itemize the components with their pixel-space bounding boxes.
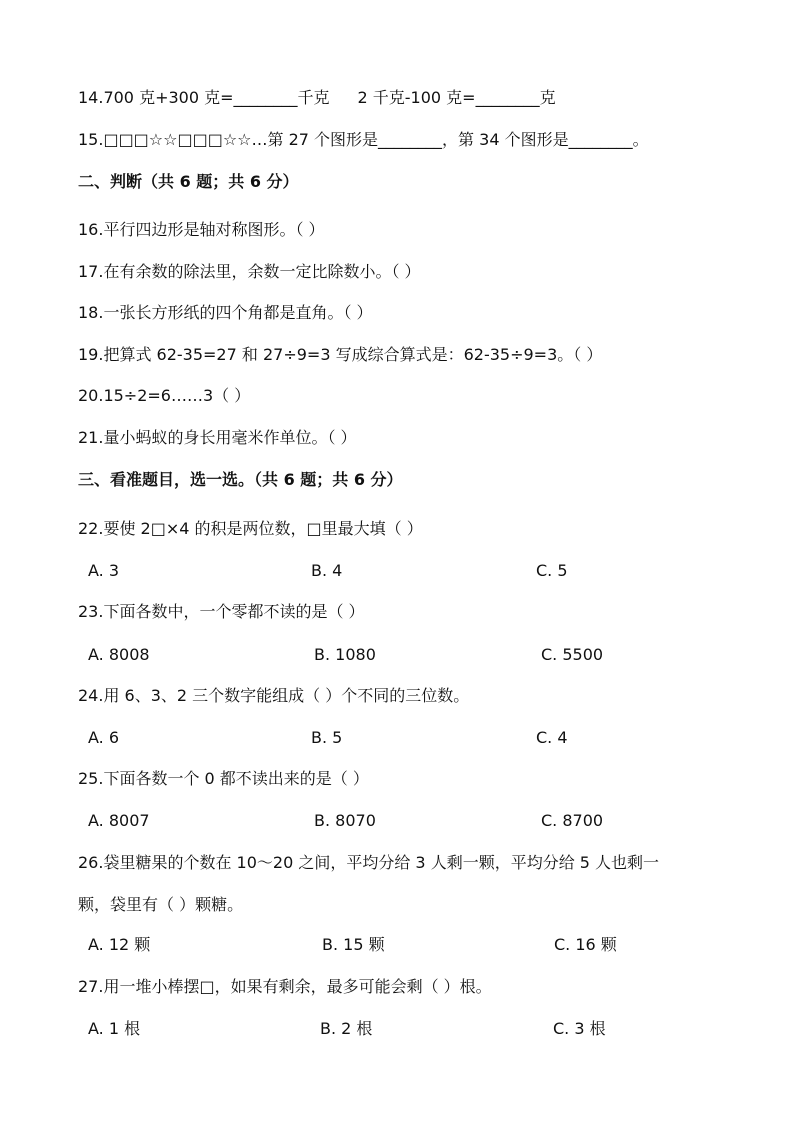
question-25-option-b[interactable]: B. 8070	[314, 811, 376, 830]
question-18: 18.一张长方形纸的四个角都是直角。（ ）	[78, 303, 373, 322]
question-17: 17.在有余数的除法里，余数一定比除数小。（ ）	[78, 262, 421, 281]
question-23-option-a[interactable]: A. 8008	[88, 645, 150, 664]
question-22-option-b[interactable]: B. 4	[311, 561, 343, 580]
question-14-part-b: 2 千克-100 克=________克	[357, 88, 556, 107]
question-15: 15.□□□☆☆□□□☆☆…第 27 个图形是________，第 34 个图形是________。	[78, 130, 649, 149]
question-23-option-c[interactable]: C. 5500	[541, 645, 604, 664]
question-24: 24.用 6、3、2 三个数字能组成（ ）个不同的三位数。	[78, 686, 470, 705]
question-27-option-c[interactable]: C. 3 根	[553, 1019, 606, 1038]
question-26-option-c[interactable]: C. 16 颗	[554, 935, 617, 954]
question-27: 27.用一堆小棒摆□，如果有剩余，最多可能会剩（ ）根。	[78, 977, 492, 996]
question-26-line-2: 颗，袋里有（ ）颗糖。	[78, 895, 244, 914]
question-25-option-c[interactable]: C. 8700	[541, 811, 604, 830]
question-23-option-b[interactable]: B. 1080	[314, 645, 376, 664]
question-14-part-a: 14.700 克+300 克=________千克	[78, 88, 330, 107]
question-22-option-a[interactable]: A. 3	[88, 561, 120, 580]
question-24-option-a[interactable]: A. 6	[88, 728, 120, 747]
question-23: 23.下面各数中，一个零都不读的是（ ）	[78, 602, 365, 621]
question-26-option-a[interactable]: A. 12 颗	[88, 935, 151, 954]
question-24-option-c[interactable]: C. 4	[536, 728, 568, 747]
question-19: 19.把算式 62-35=27 和 27÷9=3 写成综合算式是：62-35÷9=3。（ ）	[78, 345, 603, 364]
question-27-option-a[interactable]: A. 1 根	[88, 1019, 141, 1038]
question-26-option-b[interactable]: B. 15 颗	[322, 935, 385, 954]
question-24-option-b[interactable]: B. 5	[311, 728, 343, 747]
question-21: 21.量小蚂蚁的身长用毫米作单位。（ ）	[78, 428, 357, 447]
section-2-heading: 二、判断（共 6 题；共 6 分）	[78, 172, 299, 191]
question-26-line-1: 26.袋里糖果的个数在 10～20 之间，平均分给 3 人剩一颗，平均分给 5 人也剩一	[78, 853, 660, 872]
section-3-heading: 三、看准题目，选一选。（共 6 题；共 6 分）	[78, 470, 403, 489]
question-20: 20.15÷2=6……3（ ）	[78, 386, 251, 405]
question-22: 22.要使 2□×4 的积是两位数，□里最大填（ ）	[78, 519, 423, 538]
question-25: 25.下面各数一个 0 都不读出来的是（ ）	[78, 769, 369, 788]
question-14	[78, 88, 556, 108]
question-27-option-b[interactable]: B. 2 根	[320, 1019, 373, 1038]
question-22-option-c[interactable]: C. 5	[536, 561, 568, 580]
question-16: 16.平行四边形是轴对称图形。（ ）	[78, 220, 325, 239]
question-25-option-a[interactable]: A. 8007	[88, 811, 150, 830]
